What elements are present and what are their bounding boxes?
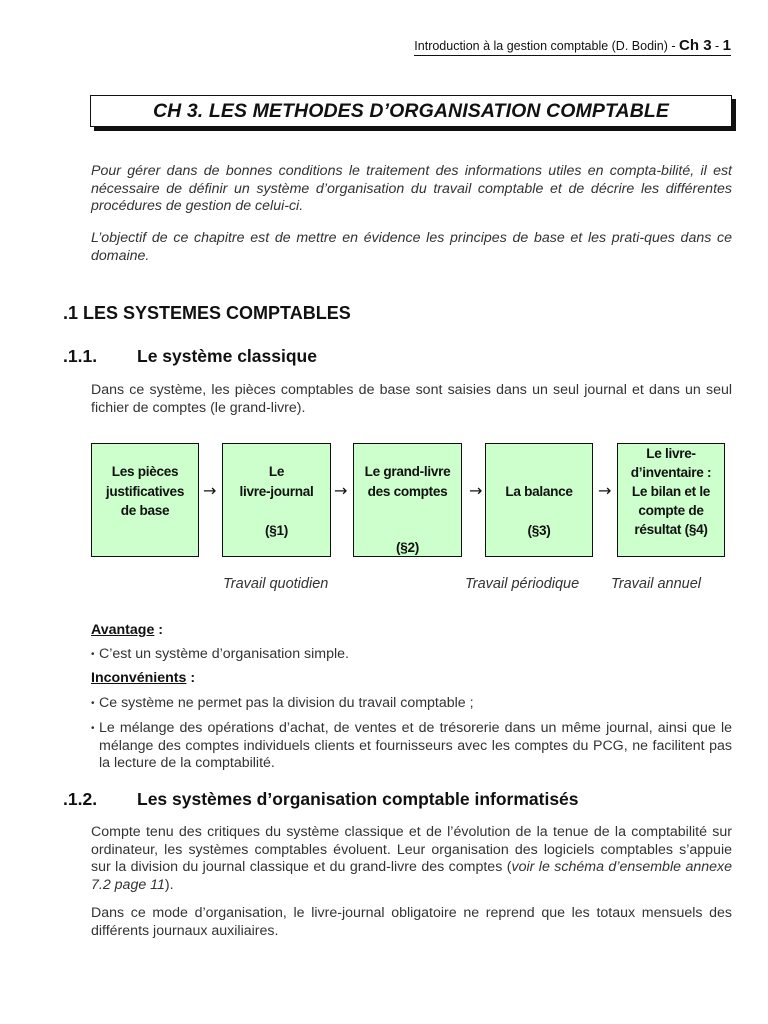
- bullet-icon: •: [91, 649, 95, 660]
- section-title: Le système classique: [137, 346, 317, 366]
- advantage-label: [91, 622, 163, 638]
- flow-box-balance: [485, 443, 593, 557]
- box-line: justificatives: [105, 484, 185, 499]
- box-line: d’inventaire :: [630, 465, 712, 480]
- section-1-2-paragraph-1: [91, 824, 732, 894]
- box-line: de base: [120, 503, 170, 518]
- chapter-title-box: [90, 95, 732, 127]
- label-colon: :: [154, 622, 164, 638]
- caption-daily-work: Travail quotidien: [223, 576, 329, 592]
- disadvantage-item-text: Le mélange des opérations d’achat, de ventes et de trésorerie dans un même journal, ainsi que le mélange des comptes individuels clients et fournisseurs avec les comptes du PCG, ne facilitent pas la lecture de la comptabilité.: [99, 720, 732, 771]
- bullet-icon: •: [91, 698, 95, 709]
- advantage-label-text: Avantage: [91, 622, 155, 638]
- box-line: Le bilan et le: [631, 484, 711, 499]
- box-line: La balance: [505, 484, 573, 499]
- flow-box-source-documents: [91, 443, 199, 557]
- flow-arrow: →: [334, 481, 348, 500]
- box-line: résultat (§4): [634, 522, 708, 537]
- box-line: livre-journal: [239, 484, 314, 499]
- box-line: Le: [268, 464, 285, 479]
- disadvantages-label: [91, 670, 195, 686]
- flow-arrow: →: [469, 481, 483, 500]
- section-heading-1-2: [63, 789, 579, 810]
- section-title: Les systèmes d’organisation comptable informatisés: [137, 789, 579, 809]
- box-line: (§2): [396, 540, 419, 555]
- box-line: des comptes: [367, 484, 448, 499]
- chapter-title: CH 3. LES METHODES D’ORGANISATION COMPTABLE: [152, 99, 669, 122]
- intro-paragraph-1: Pour gérer dans de bonnes conditions le traitement des informations utiles en compta-bilité, il est nécessaire de définir un système d’organisation du travail comptable et de décrire les différentes procédures de gestion de celui-ci.: [91, 163, 732, 214]
- caption-periodic-work: Travail périodique: [465, 576, 580, 592]
- header-text: Introduction à la gestion comptable (D. Bodin) -: [414, 39, 680, 53]
- flow-box-ledger: [353, 443, 462, 557]
- box-line: (§1): [265, 523, 288, 538]
- flow-arrow: →: [203, 481, 217, 500]
- advantage-item-text: C’est un système d’organisation simple.: [99, 646, 349, 662]
- paragraph-text: Compte tenu des critiques du système classique et de l’évolution de la tenue de la comptabilité sur ordinateur, les systèmes comptables évoluent. Leur organisation des logiciels comptables s’appuie sur la division du journal classique et du grand-livre des comptes (: [91, 824, 732, 875]
- annex-reference: voir le schéma d’ensemble annexe 7.2 page 11: [91, 859, 732, 893]
- disadvantage-item: [91, 695, 732, 713]
- header-chapter: Ch 3: [679, 37, 712, 54]
- bullet-icon: •: [91, 723, 95, 734]
- label-colon: :: [186, 670, 196, 686]
- intro-paragraph-2: L’objectif de ce chapitre est de mettre en évidence les principes de base et les prati-ques dans ce domaine.: [91, 230, 732, 264]
- advantage-item: [91, 646, 732, 664]
- paragraph-text-end: ).: [164, 876, 174, 893]
- disadvantages-label-text: Inconvénients: [91, 670, 187, 686]
- section-heading-1: .1 LES SYSTEMES COMPTABLES: [63, 303, 351, 323]
- box-line: Les pièces: [111, 464, 179, 479]
- header-page-number: 1: [722, 37, 731, 54]
- caption-annual-work: Travail annuel: [611, 576, 702, 592]
- disadvantage-item: [91, 720, 732, 773]
- page-header: [414, 37, 731, 56]
- box-line: (§3): [527, 523, 551, 538]
- section-1-2-paragraph-2: Dans ce mode d’organisation, le livre-journal obligatoire ne reprend que les totaux mensuels des différents journaux auxiliaires.: [91, 905, 732, 939]
- box-line: Le grand-livre: [364, 464, 451, 479]
- flow-box-journal: [222, 443, 331, 557]
- section-number: .1.1.: [63, 346, 98, 366]
- box-line: compte de: [638, 503, 704, 518]
- box-line: Le livre-: [646, 446, 696, 461]
- section-heading-1-1: [63, 346, 317, 367]
- header-separator: -: [711, 39, 723, 53]
- flow-arrow: →: [598, 481, 612, 500]
- section-number: .1.2.: [63, 789, 98, 809]
- disadvantage-item-text: Ce système ne permet pas la division du travail comptable ;: [99, 695, 474, 711]
- flow-box-inventory-book: [617, 443, 725, 557]
- section-1-1-paragraph: Dans ce système, les pièces comptables de base sont saisies dans un seul journal et dans un seul fichier de comptes (le grand-livre).: [91, 382, 732, 416]
